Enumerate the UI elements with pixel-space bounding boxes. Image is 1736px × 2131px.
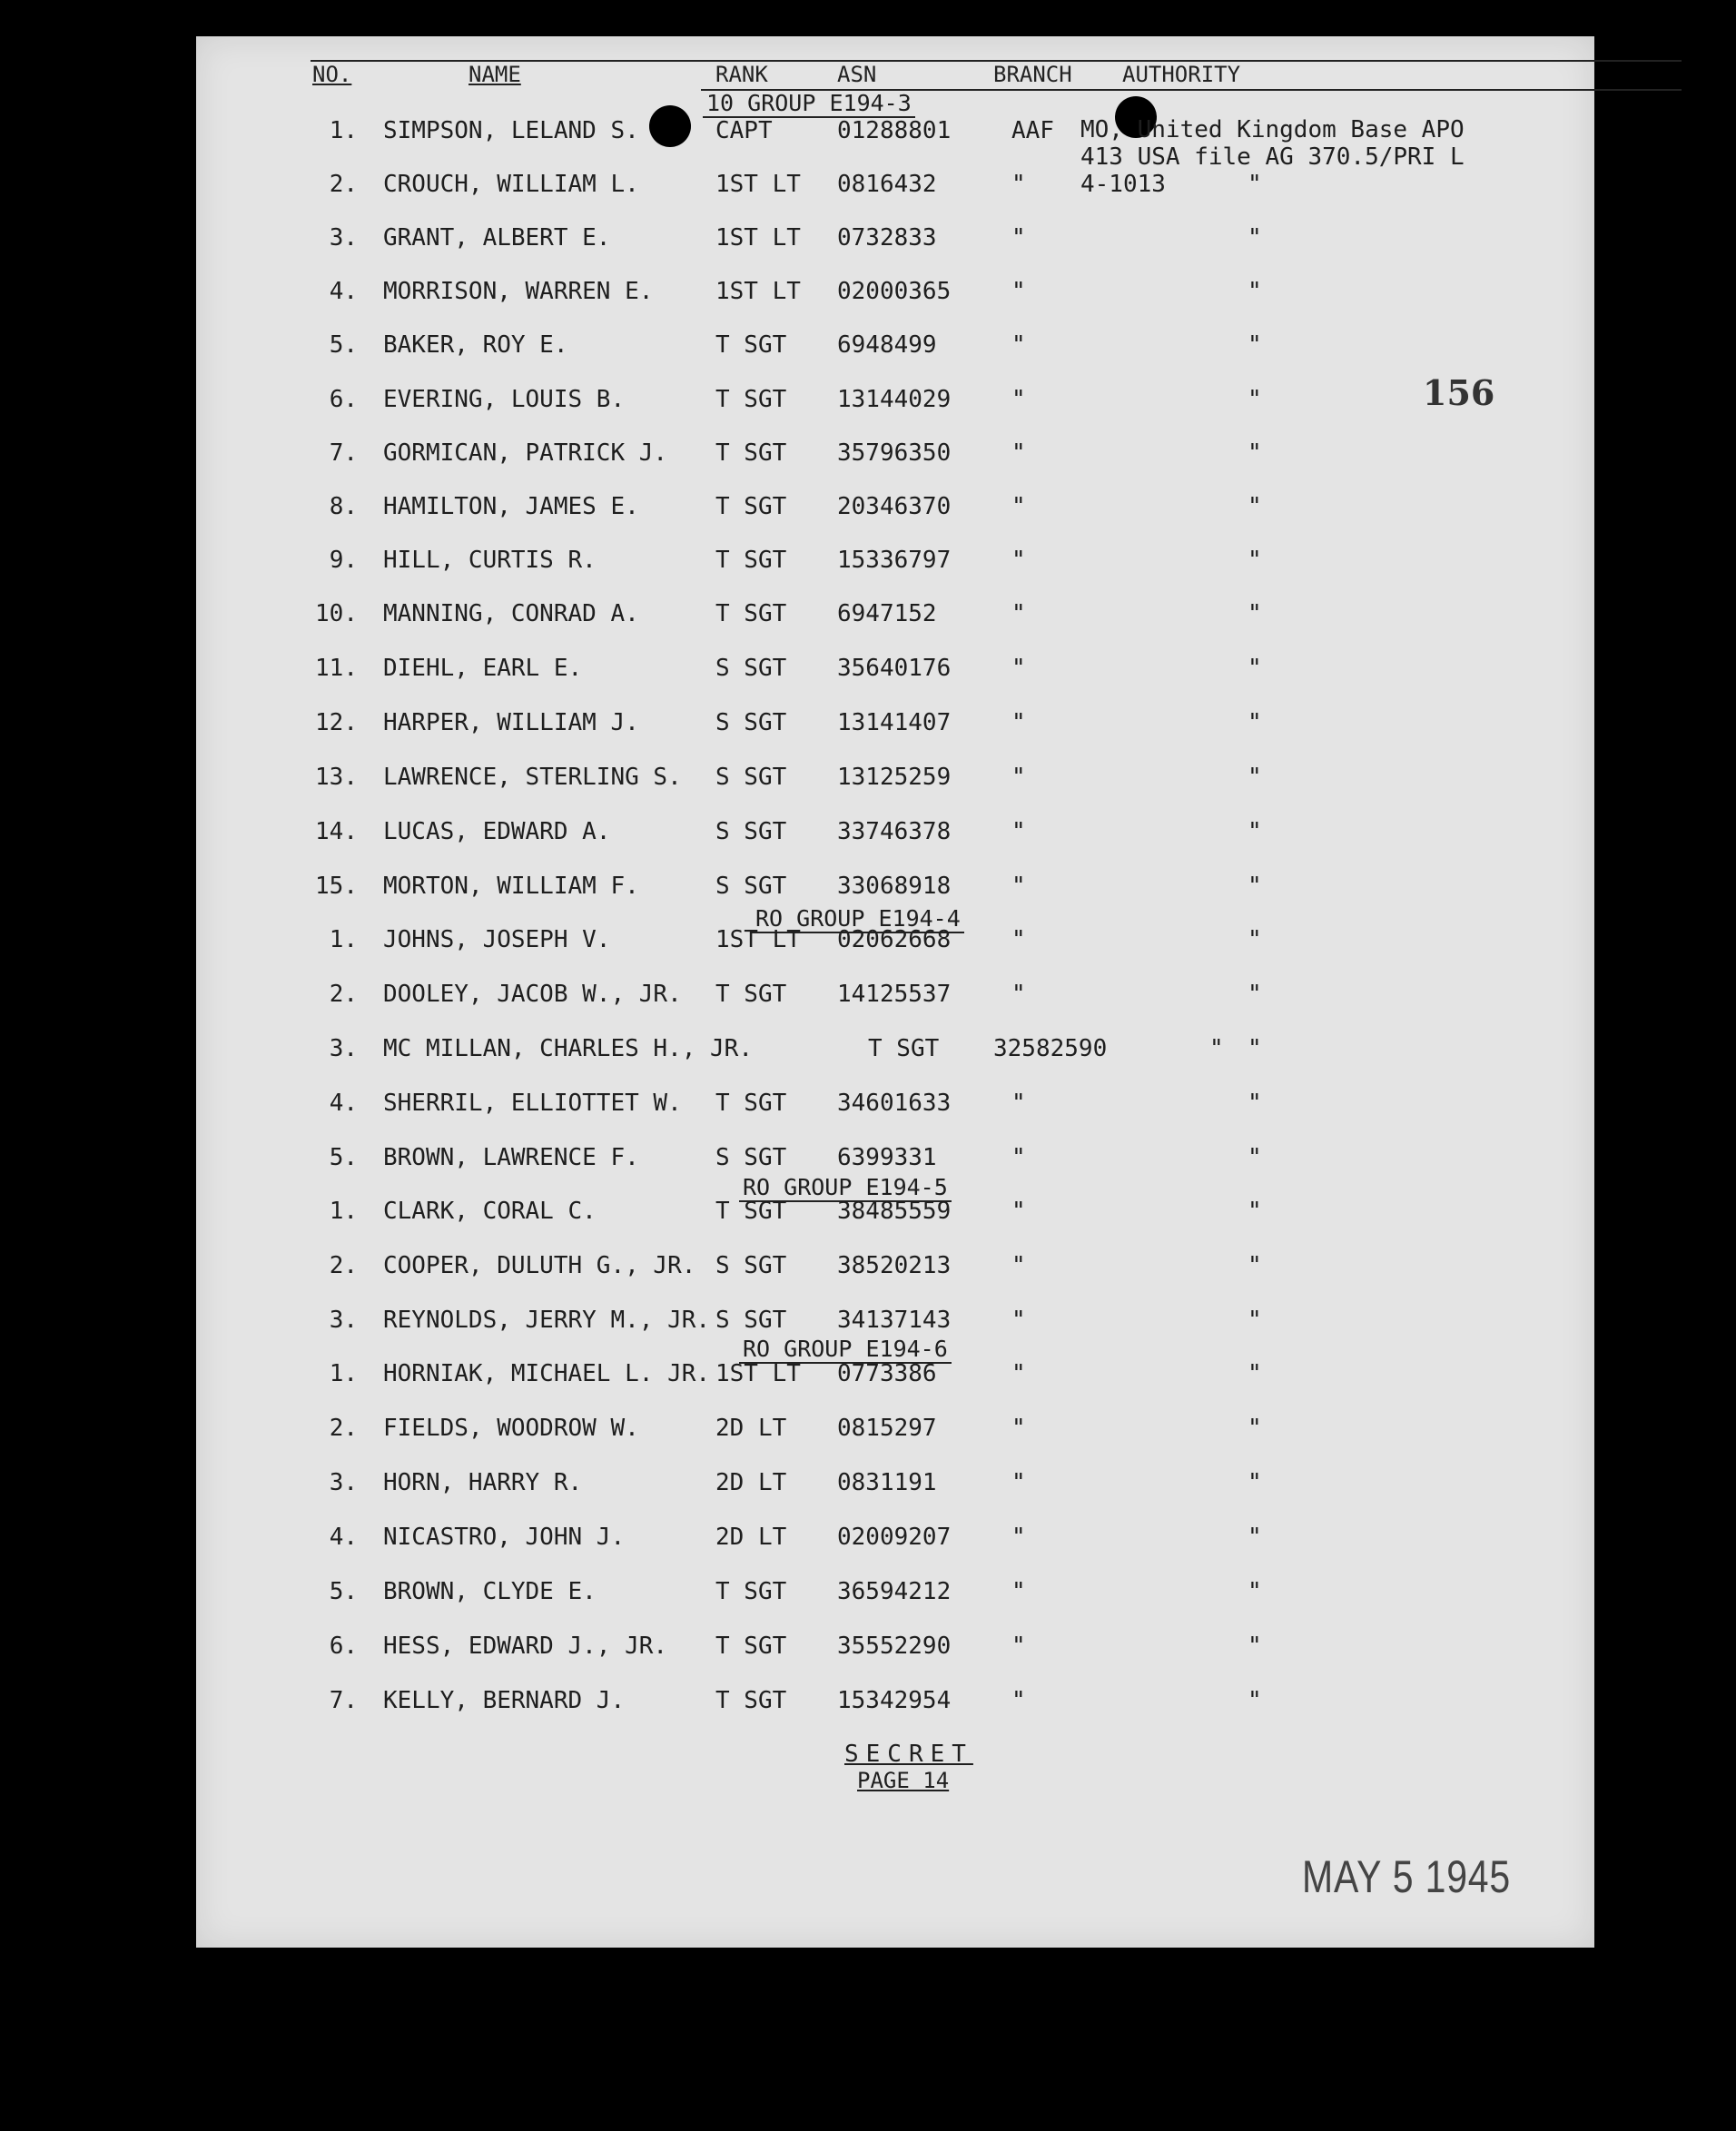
table-row [196,871,1594,902]
row-authority: " [1248,1415,1262,1442]
row-no: 3. [329,1035,358,1062]
row-no: 1. [329,1198,358,1225]
table-row [196,1631,1594,1662]
row-rank: 2D LT [715,1524,787,1551]
row-name: REYNOLDS, JERRY M., JR. [383,1307,711,1334]
row-asn: 02062668 [837,926,952,953]
row-branch: " [1011,926,1026,953]
row-no: 1. [329,926,358,953]
row-no: 4. [329,1524,358,1551]
row-asn: 13144029 [837,386,952,413]
row-rank: S SGT [715,1144,787,1171]
row-name: BAKER, ROY E. [383,331,568,359]
row-asn: 33068918 [837,873,952,900]
row-rank: T SGT [715,439,787,467]
page-number-stamp: 156 [1423,372,1495,413]
row-rank: T SGT [715,547,787,574]
row-asn: 35552290 [837,1633,952,1660]
row-authority: " [1248,439,1262,467]
row-branch: " [1209,1035,1224,1062]
row-rank: T SGT [715,981,787,1008]
row-authority: " [1248,1144,1262,1171]
row-rank: S SGT [715,1252,787,1279]
row-authority: " [1248,547,1262,574]
row-rank: CAPT [715,117,773,144]
table-row [196,707,1594,738]
row-authority: " [1248,655,1262,682]
row-no: 1. [329,117,358,144]
row-branch: " [1011,655,1026,682]
page-label: PAGE 14 [857,1768,950,1793]
row-no: 13. [315,764,358,791]
header-rank: RANK [715,62,768,87]
row-branch: " [1011,764,1026,791]
table-row [196,924,1594,955]
table-row [196,1358,1594,1389]
row-rank: S SGT [715,764,787,791]
row-asn: 20346370 [837,493,952,520]
authority-note-line: MO, United Kingdom Base APO [1080,116,1465,143]
row-name: CLARK, CORAL C. [383,1198,597,1225]
row-rank: T SGT [715,1633,787,1660]
row-name: DOOLEY, JACOB W., JR. [383,981,682,1008]
row-no: 10. [315,600,358,627]
row-rank: 1ST LT [715,278,801,305]
row-branch: " [1011,1198,1026,1225]
row-asn: 38485559 [837,1198,952,1225]
row-branch: " [1011,1469,1026,1496]
row-no: 9. [329,547,358,574]
classification-label: SECRET [844,1741,973,1768]
table-row [196,1142,1594,1173]
row-authority: " [1248,981,1262,1008]
table-row [196,1685,1594,1716]
row-no: 6. [329,386,358,413]
row-no: 5. [329,1578,358,1605]
table-row [196,276,1594,307]
row-rank: S SGT [715,818,787,845]
row-branch: " [1011,171,1026,198]
row-branch: " [1011,1360,1026,1387]
row-no: 7. [329,1687,358,1714]
row-branch: " [1011,439,1026,467]
row-name: FIELDS, WOODROW W. [383,1415,639,1442]
row-name: HORNIAK, MICHAEL L. JR. [383,1360,711,1387]
row-rank: T SGT [715,1090,787,1117]
header-asn: ASN [837,62,877,87]
row-no: 2. [329,1252,358,1279]
row-name: BROWN, LAWRENCE F. [383,1144,639,1171]
table-row [196,653,1594,684]
row-authority: " [1248,1687,1262,1714]
row-asn: 0816432 [837,171,937,198]
row-name: LAWRENCE, STERLING S. [383,764,682,791]
row-no: 2. [329,981,358,1008]
table-row [196,1033,1594,1064]
table-row [196,1522,1594,1553]
row-asn: 38520213 [837,1252,952,1279]
row-rank: T SGT [715,386,787,413]
table-row [196,816,1594,847]
row-asn: 34601633 [837,1090,952,1117]
row-name: KELLY, BERNARD J. [383,1687,626,1714]
row-authority: " [1248,1307,1262,1334]
row-authority: " [1248,600,1262,627]
row-branch: " [1011,1524,1026,1551]
row-asn: 0773386 [837,1360,937,1387]
row-rank: S SGT [715,1307,787,1334]
row-branch: " [1011,1252,1026,1279]
row-asn: 14125537 [837,981,952,1008]
row-rank: 1ST LT [715,926,801,953]
row-branch: " [1011,1415,1026,1442]
row-rank: T SGT [715,1198,787,1225]
row-authority: " [1248,818,1262,845]
row-branch: " [1011,547,1026,574]
row-asn: 02009207 [837,1524,952,1551]
row-authority: " [1248,1524,1262,1551]
row-name: EVERING, LOUIS B. [383,386,626,413]
row-name: LUCAS, EDWARD A. [383,818,611,845]
table-row [196,1250,1594,1281]
row-no: 15. [315,873,358,900]
row-name: GORMICAN, PATRICK J. [383,439,668,467]
row-branch: AAF [1011,117,1054,144]
document-page [196,36,1594,1948]
group-heading-e194-4: RO GROUP E194-4 [752,906,964,933]
row-branch: " [1011,224,1026,252]
group-heading-e194-5: RO GROUP E194-5 [739,1175,952,1202]
row-name: MORTON, WILLIAM F. [383,873,639,900]
row-branch: " [1011,1633,1026,1660]
authority-note-line: 4-1013 [1080,171,1166,198]
row-no: 3. [329,224,358,252]
row-no: 8. [329,493,358,520]
row-asn: 0732833 [837,224,937,252]
row-asn: 01288801 [837,117,952,144]
group-heading-e194-3: 10 GROUP E194-3 [703,91,915,118]
row-branch: " [1011,1090,1026,1117]
row-branch: " [1011,981,1026,1008]
table-row [196,115,1594,146]
row-name: HAMILTON, JAMES E. [383,493,639,520]
header-branch: BRANCH [993,62,1072,87]
row-asn: 34137143 [837,1307,952,1334]
row-authority: " [1248,1198,1262,1225]
row-authority: " [1248,278,1262,305]
row-name: COOPER, DULUTH G., JR. [383,1252,696,1279]
row-authority: " [1248,386,1262,413]
row-name: BROWN, CLYDE E. [383,1578,597,1605]
row-rank: 1ST LT [715,171,801,198]
row-no: 12. [315,709,358,736]
authority-note-line: 413 USA file AG 370.5/PRI L [1080,143,1465,171]
row-name: SHERRIL, ELLIOTTET W. [383,1090,682,1117]
row-no: 14. [315,818,358,845]
row-asn: 13141407 [837,709,952,736]
row-rank: S SGT [715,709,787,736]
row-asn: 0815297 [837,1415,937,1442]
row-rank: 1ST LT [715,224,801,252]
row-asn: 6948499 [837,331,937,359]
row-asn: 35796350 [837,439,952,467]
row-no: 2. [329,1415,358,1442]
row-branch: " [1011,1578,1026,1605]
row-authority: " [1248,331,1262,359]
row-rank: S SGT [715,873,787,900]
table-row [196,384,1594,415]
row-rank: T SGT [715,493,787,520]
row-no: 1. [329,1360,358,1387]
row-name: JOHNS, JOSEPH V. [383,926,611,953]
row-branch: " [1011,493,1026,520]
row-authority: " [1248,1252,1262,1279]
table-row [196,1196,1594,1227]
row-name: GRANT, ALBERT E. [383,224,611,252]
row-authority: " [1248,1360,1262,1387]
row-branch: " [1011,709,1026,736]
row-no: 3. [329,1307,358,1334]
row-name: NICASTRO, JOHN J. [383,1524,626,1551]
row-name: DIEHL, EARL E. [383,655,583,682]
row-branch: " [1011,1144,1026,1171]
row-authority: " [1248,1469,1262,1496]
row-authority: " [1248,926,1262,953]
row-rank: T SGT [715,600,787,627]
row-asn: 6399331 [837,1144,937,1171]
row-name: CROUCH, WILLIAM L. [383,171,639,198]
row-branch: " [1011,278,1026,305]
table-row [196,1088,1594,1119]
table-row [196,1467,1594,1498]
row-name: MC MILLAN, CHARLES H., JR. [383,1035,753,1062]
row-asn: 33746378 [837,818,952,845]
row-no: 7. [329,439,358,467]
row-branch: " [1011,1687,1026,1714]
row-asn: 13125259 [837,764,952,791]
row-authority: " [1248,224,1262,252]
row-authority: " [1248,1035,1262,1062]
row-asn: 15342954 [837,1687,952,1714]
row-authority: " [1248,1090,1262,1117]
row-rank: 1ST LT [715,1360,801,1387]
row-no: 5. [329,331,358,359]
table-row [196,1305,1594,1336]
row-no: 11. [315,655,358,682]
header-authority: AUTHORITY [1122,62,1241,87]
table-row [196,438,1594,469]
row-name: HARPER, WILLIAM J. [383,709,639,736]
row-authority: " [1248,1578,1262,1605]
row-authority: " [1248,171,1262,198]
row-name: HORN, HARRY R. [383,1469,583,1496]
group-heading-e194-6: RO GROUP E194-6 [739,1337,952,1364]
header-no: NO. [312,62,352,87]
row-no: 3. [329,1469,358,1496]
row-asn: 15336797 [837,547,952,574]
row-no: 4. [329,1090,358,1117]
row-name: MANNING, CONRAD A. [383,600,639,627]
row-branch: " [1011,873,1026,900]
row-authority: " [1248,709,1262,736]
row-name: HILL, CURTIS R. [383,547,597,574]
row-asn: 6947152 [837,600,937,627]
row-rank: 2D LT [715,1469,787,1496]
row-authority: " [1248,493,1262,520]
row-asn: 02000365 [837,278,952,305]
row-rank: 2D LT [715,1415,787,1442]
table-row [196,169,1594,200]
row-authority: " [1248,764,1262,791]
table-row [196,762,1594,793]
row-name: SIMPSON, LELAND S. [383,117,639,144]
row-rank: S SGT [715,655,787,682]
table-row [196,598,1594,629]
row-no: 6. [329,1633,358,1660]
row-authority: " [1248,873,1262,900]
row-asn: 0831191 [837,1469,937,1496]
row-asn: 35640176 [837,655,952,682]
row-rank: T SGT [715,1578,787,1605]
row-no: 2. [329,171,358,198]
row-branch: " [1011,386,1026,413]
row-branch: " [1011,331,1026,359]
table-row [196,330,1594,360]
table-row [196,979,1594,1010]
table-row [196,1413,1594,1444]
header-name: NAME [469,62,521,87]
row-no: 4. [329,278,358,305]
table-row [196,491,1594,522]
row-asn: 32582590 [993,1035,1108,1062]
row-asn: 36594212 [837,1578,952,1605]
table-row [196,1576,1594,1607]
row-rank: T SGT [715,1687,787,1714]
row-name: HESS, EDWARD J., JR. [383,1633,668,1660]
row-branch: " [1011,818,1026,845]
row-authority: " [1248,1633,1262,1660]
row-rank: T SGT [715,331,787,359]
date-stamp: MAY 5 1945 [1302,1851,1512,1902]
row-branch: " [1011,1307,1026,1334]
row-rank: T SGT [868,1035,940,1062]
row-no: 5. [329,1144,358,1171]
row-branch: " [1011,600,1026,627]
table-row [196,545,1594,576]
row-name: MORRISON, WARREN E. [383,278,654,305]
table-row [196,222,1594,253]
